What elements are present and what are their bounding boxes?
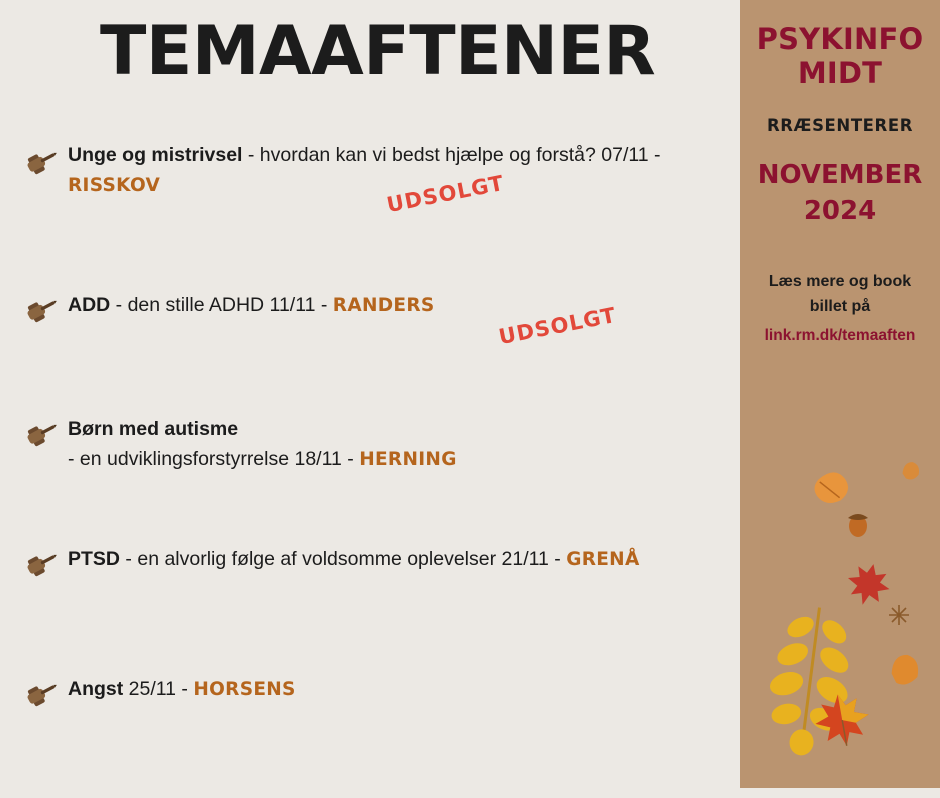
- year-label: 2024: [803, 196, 877, 226]
- event-place: HERNING: [359, 449, 457, 470]
- event-description: - hvordan kan vi bedst hjælpe og forstå? 07/11 -: [242, 144, 661, 166]
- status-badge: UDSOLGT: [384, 170, 507, 218]
- event-place: GRENÅ: [566, 549, 640, 570]
- pushpin-icon: [26, 148, 60, 178]
- pushpin-icon: [26, 296, 60, 326]
- status-badge: UDSOLGT: [496, 302, 619, 350]
- list-item[interactable]: [0, 544, 740, 674]
- presents-label: RRÆSENTERER: [766, 116, 914, 135]
- event-title: ADD: [68, 294, 111, 316]
- brand-line-2: MIDT: [797, 56, 883, 90]
- event-text: [68, 414, 724, 475]
- pushpin-icon: [26, 420, 60, 450]
- event-place: RISSKOV: [68, 175, 161, 196]
- list-item[interactable]: [0, 674, 740, 798]
- booking-text: Læs mere og book billet på: [768, 273, 912, 315]
- event-place: RANDERS: [332, 295, 435, 316]
- event-text: [68, 290, 724, 321]
- event-title: PTSD: [68, 548, 121, 570]
- date-block: [740, 157, 940, 229]
- poster-sidebar: [740, 0, 940, 788]
- month-label: NOVEMBER: [757, 160, 923, 190]
- event-description: - den stille ADHD 11/11 -: [110, 294, 333, 316]
- autumn-leaves-decoration: [740, 450, 940, 788]
- booking-link[interactable]: link.rm.dk/temaaften: [764, 327, 916, 344]
- event-description: 25/11 -: [123, 678, 194, 700]
- list-item[interactable]: [0, 140, 740, 290]
- event-place: HORSENS: [193, 679, 296, 700]
- event-description: - en alvorlig følge af voldsomme oplevelser 21/11 -: [120, 548, 567, 570]
- event-title: Angst: [68, 678, 124, 700]
- page-title: TEMAAFTENER: [100, 12, 656, 91]
- event-list: [0, 140, 740, 798]
- event-text: [68, 674, 724, 705]
- event-description: - en udviklingsforstyrrelse 18/11 -: [68, 448, 360, 470]
- brand-name: [740, 22, 940, 90]
- event-title: Unge og mistrivsel: [68, 144, 243, 166]
- pushpin-icon: [26, 680, 60, 710]
- event-text: [68, 544, 724, 575]
- list-item[interactable]: [0, 290, 740, 414]
- pushpin-icon: [26, 550, 60, 580]
- booking-info: [740, 269, 940, 348]
- brand-line-1: PSYKINFO: [756, 22, 924, 56]
- event-title: Børn med autisme: [68, 418, 239, 440]
- list-item[interactable]: [0, 414, 740, 544]
